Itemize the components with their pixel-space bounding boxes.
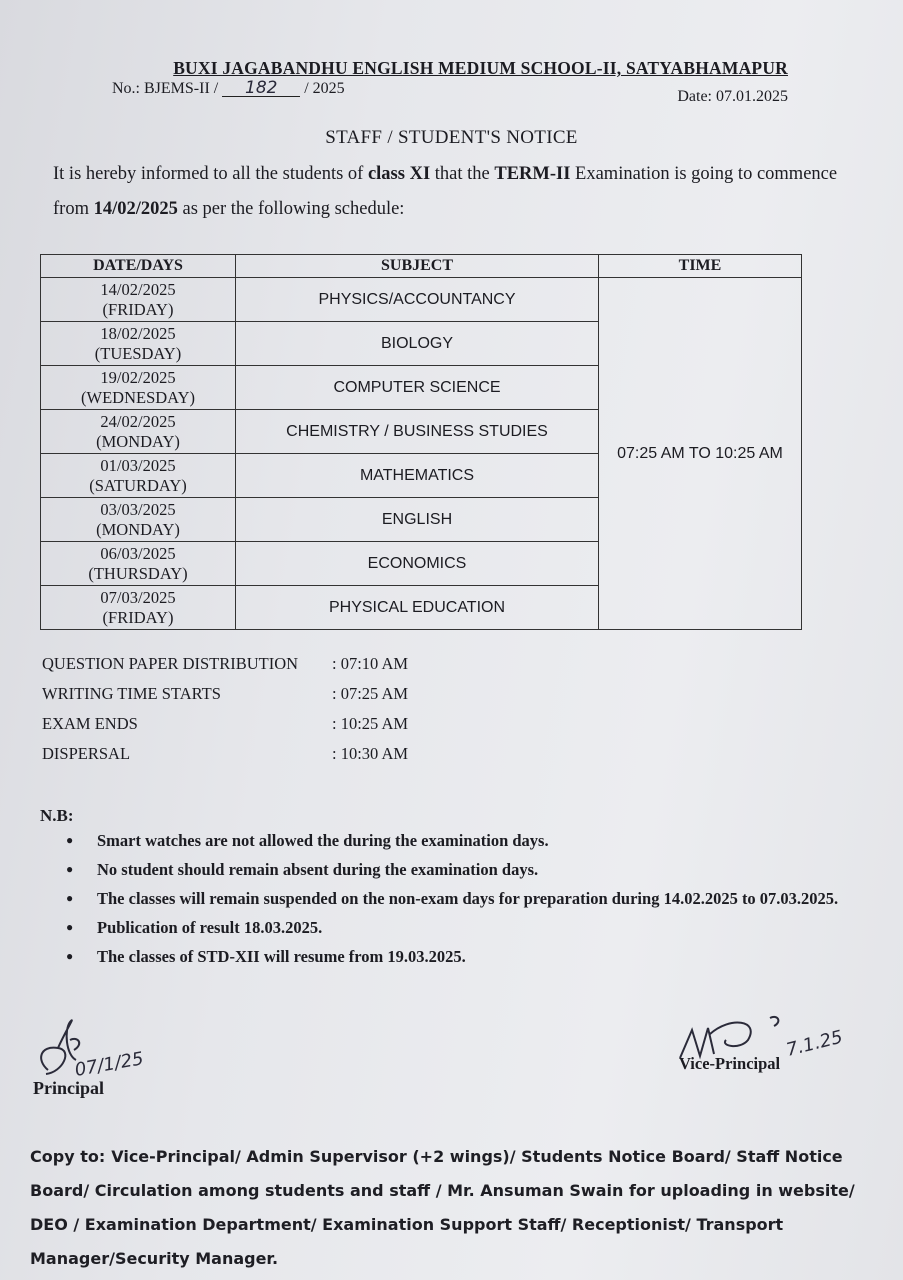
schedule-date-cell [41,322,236,366]
schedule-day: (FRIDAY) [102,607,174,627]
timing-value: : 10:30 AM [332,744,409,763]
schedule-date: 01/03/2025 [100,455,176,475]
schedule-header-row [41,255,802,278]
schedule-date: 07/03/2025 [100,587,176,607]
principal-signature-block [18,1010,178,1105]
schedule-day: (THURSDAY) [88,563,188,583]
ref-suffix: / 2025 [304,80,345,97]
schedule-day: (MONDAY) [96,431,180,451]
header-subject: SUBJECT [236,255,599,278]
schedule-date-cell [41,454,236,498]
schedule-date-cell [41,498,236,542]
notice-date: Date: 07.01.2025 [677,88,788,105]
schedule-date-cell [41,542,236,586]
timing-value: : 07:10 AM [332,654,409,673]
schedule-subject: PHYSICS/ACCOUNTANCY [236,278,599,322]
intro-text-3: Examination is going to commence from [53,164,838,219]
timing-label: DISPERSAL [42,744,131,763]
nb-item: ● No student should remain absent during the examination days. [62,855,862,884]
vice-principal-label: Vice-Principal [679,1054,781,1073]
timing-value: : 07:25 AM [332,684,409,703]
schedule-subject: CHEMISTRY / BUSINESS STUDIES [236,410,599,454]
nb-item: ● Publication of result 18.03.2025. [62,913,862,942]
nb-title: N.B: [40,806,74,825]
schedule-day: (MONDAY) [96,519,180,539]
timing-row [42,744,462,774]
schedule-day: (FRIDAY) [102,299,174,319]
timing-label: QUESTION PAPER DISTRIBUTION [42,654,299,673]
schedule-day: (SATURDAY) [89,475,187,495]
copy-to-text: Vice-Principal/ Admin Supervisor (+2 wings)/ Students Notice Board/ Staff Notice Board/ Circulation among students and staff / Mr. Ansuman Swain for uploading in website/ DEO / Examination Department/ Examination Support Staff/ Receptionist/ Transport Manager/Security Manager. [30,1147,855,1268]
header-time: TIME [599,255,802,278]
copy-to-label: Copy to: [30,1147,106,1166]
principal-handwritten-date: 07/1/25 [73,1048,146,1081]
header-date: DATE/DAYS [41,255,236,278]
intro-text-4: as per the following schedule: [177,199,405,219]
schedule-day: (TUESDAY) [94,343,182,363]
schedule-day: (WEDNESDAY) [81,387,195,407]
schedule-subject: BIOLOGY [236,322,599,366]
intro-text-1: It is hereby informed to all the students of [53,164,368,184]
intro-class: class XI [367,164,431,184]
schedule-time: 07:25 AM TO 10:25 AM [599,278,802,630]
schedule-body [41,278,802,630]
schedule-date: 24/02/2025 [100,411,176,431]
schedule-date-cell [41,366,236,410]
ref-prefix: No.: BJEMS-II / [112,80,219,97]
schedule-subject: ECONOMICS [236,542,599,586]
vice-principal-handwritten-date: 7.1.25 [784,1026,845,1061]
schedule-date: 03/03/2025 [100,499,176,519]
schedule-subject: COMPUTER SCIENCE [236,366,599,410]
schedule-row [41,278,802,322]
schedule-subject: ENGLISH [236,498,599,542]
schedule-date: 14/02/2025 [100,279,176,299]
schedule-date: 18/02/2025 [100,323,176,343]
schedule-table [40,254,802,630]
principal-label: Principal [33,1078,104,1098]
schedule-date: 19/02/2025 [100,367,176,387]
schedule-date: 06/03/2025 [100,543,176,563]
intro-start-date: 14/02/2025 [93,199,178,219]
timing-value: : 10:25 AM [332,714,409,733]
vice-principal-signature-block [670,1010,870,1085]
schedule-subject: MATHEMATICS [236,454,599,498]
reference-number [112,80,345,98]
nb-item: ● The classes will remain suspended on the non-exam days for preparation during 14.02.2025 to 07.03.2025. [62,884,862,913]
schedule-date-cell [41,278,236,322]
schedule-date-cell [41,586,236,630]
timing-label: WRITING TIME STARTS [42,684,221,703]
intro-exam: TERM-II [494,164,571,184]
copy-to-section [30,1140,890,1276]
timing-label: EXAM ENDS [42,714,138,733]
nb-item: ● Smart watches are not allowed the during the examination days. [62,826,862,855]
timings-list [42,654,462,774]
timing-row [42,714,462,744]
intro-text-2: that the [430,164,495,184]
notice-title: STAFF / STUDENT'S NOTICE [325,127,578,148]
timing-row [42,654,462,684]
schedule-date-cell [41,410,236,454]
school-name: BUXI JAGABANDHU ENGLISH MEDIUM SCHOOL-II, SATYABHAMAPUR [173,58,788,78]
intro-paragraph [53,157,853,227]
ref-number-handwritten: 182 [222,80,300,97]
nb-list [62,826,862,971]
schedule-subject: PHYSICAL EDUCATION [236,586,599,630]
nb-item: ● The classes of STD-XII will resume from 19.03.2025. [62,942,862,971]
timing-row [42,684,462,714]
